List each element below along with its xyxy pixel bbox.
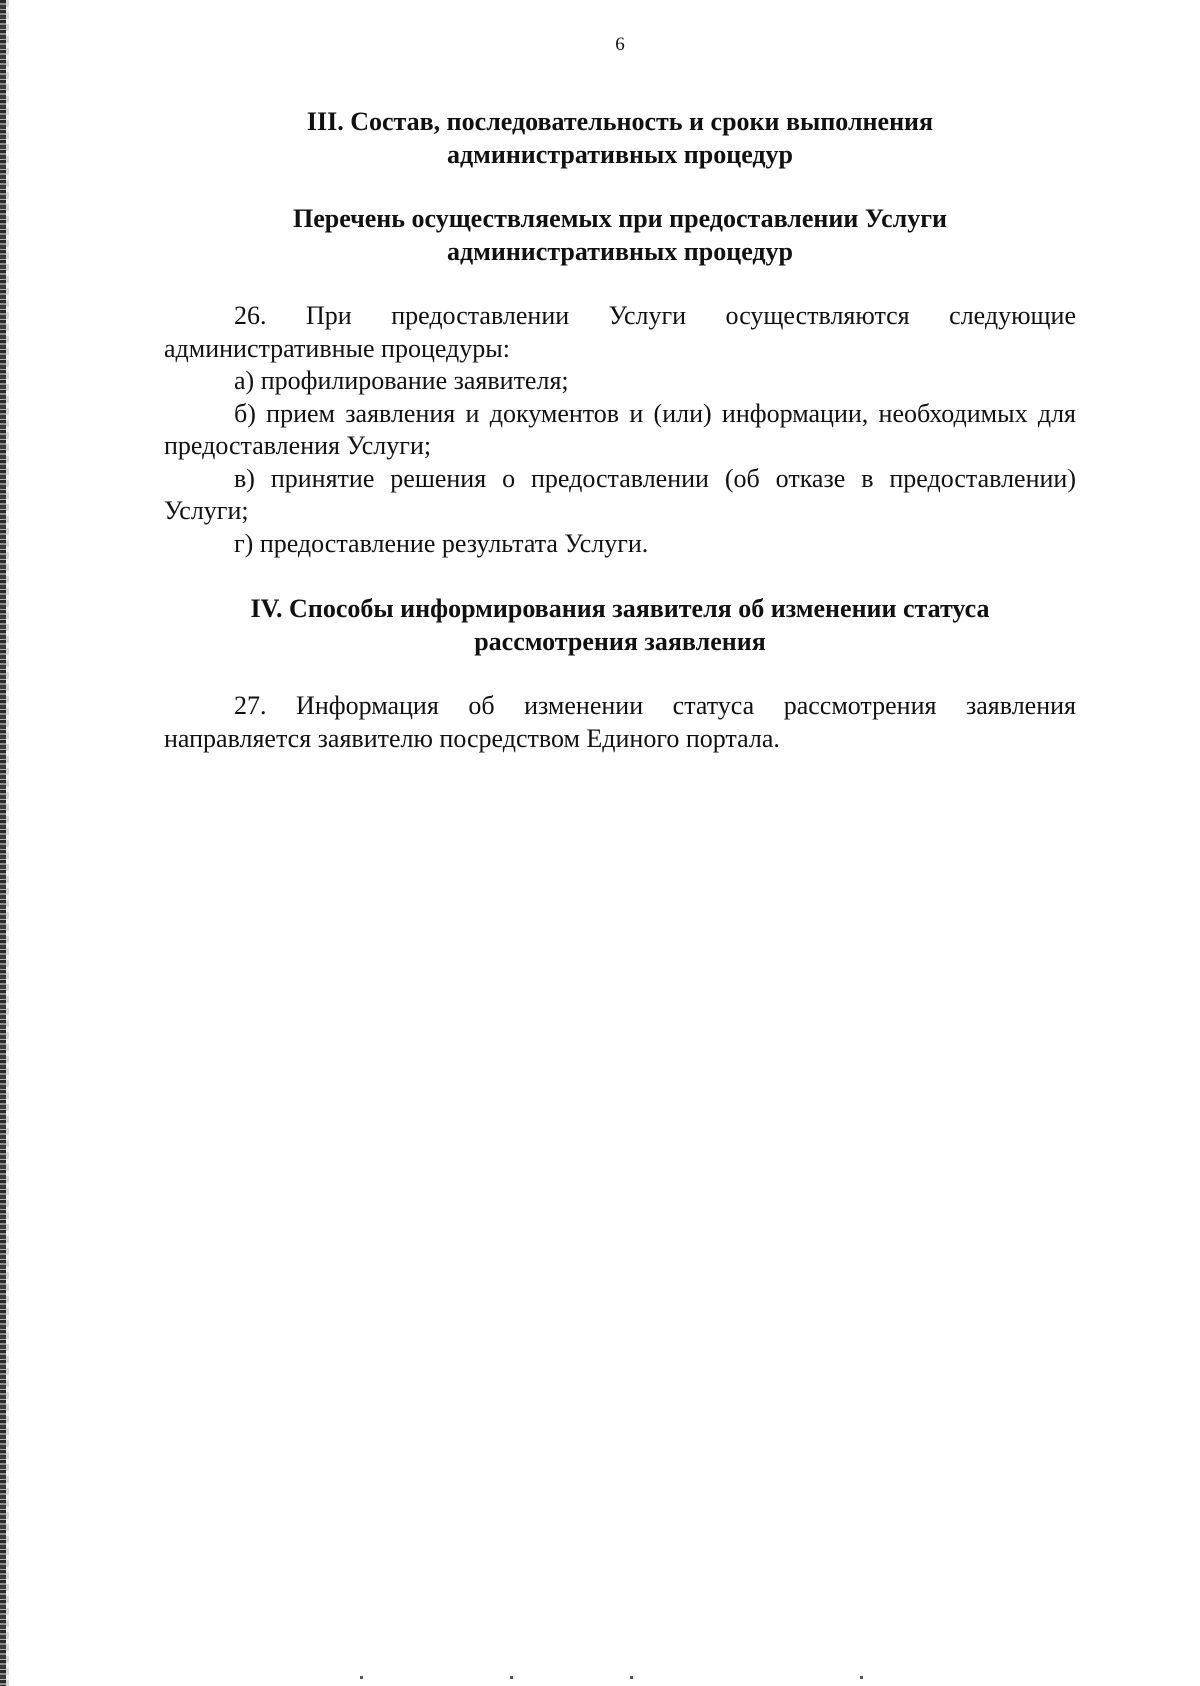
paragraph-26-intro: 26. При предоставлении Услуги осуществляются следующие административные процедуры:: [164, 301, 1076, 363]
document-body: [164, 100, 1076, 755]
scan-left-edge-shadow: [6, 0, 9, 1686]
subsection-heading: [164, 202, 1076, 268]
subsection-heading-line2: административных процедур: [446, 237, 794, 266]
section-4-heading-line1: IV. Способы информирования заявителя об изменении статуса: [250, 594, 990, 623]
section-3-heading-line1: III. Состав, последовательность и сроки выполнения: [306, 107, 934, 136]
section-3-heading-line2: административных процедур: [446, 140, 794, 169]
paragraph-26-item-v: в) принятие решения о предоставлении (об отказе в предоставлении) Услуги;: [164, 463, 1076, 525]
section-4-heading-line2: рассмотрения заявления: [474, 627, 766, 656]
section-4-heading: [164, 592, 1076, 658]
page-number: 6: [615, 34, 625, 55]
paragraph-26-item-g: г) предоставление результата Услуги.: [234, 528, 649, 558]
subsection-heading-line1: Перечень осуществляемых при предоставлении Услуги: [292, 204, 948, 233]
paragraph-26-item-a: а) профилирование заявителя;: [234, 366, 569, 395]
paragraph-27: 27. Информация об изменении статуса рассмотрения заявления направляется заявителю посредством Единого портала.: [164, 691, 1076, 753]
section-3-heading: [164, 105, 1076, 171]
paragraph-26-item-b: б) прием заявления и документов и (или) информации, необходимых для предоставления Услуги;: [164, 398, 1076, 460]
scan-bottom-marks: [360, 1676, 880, 1680]
